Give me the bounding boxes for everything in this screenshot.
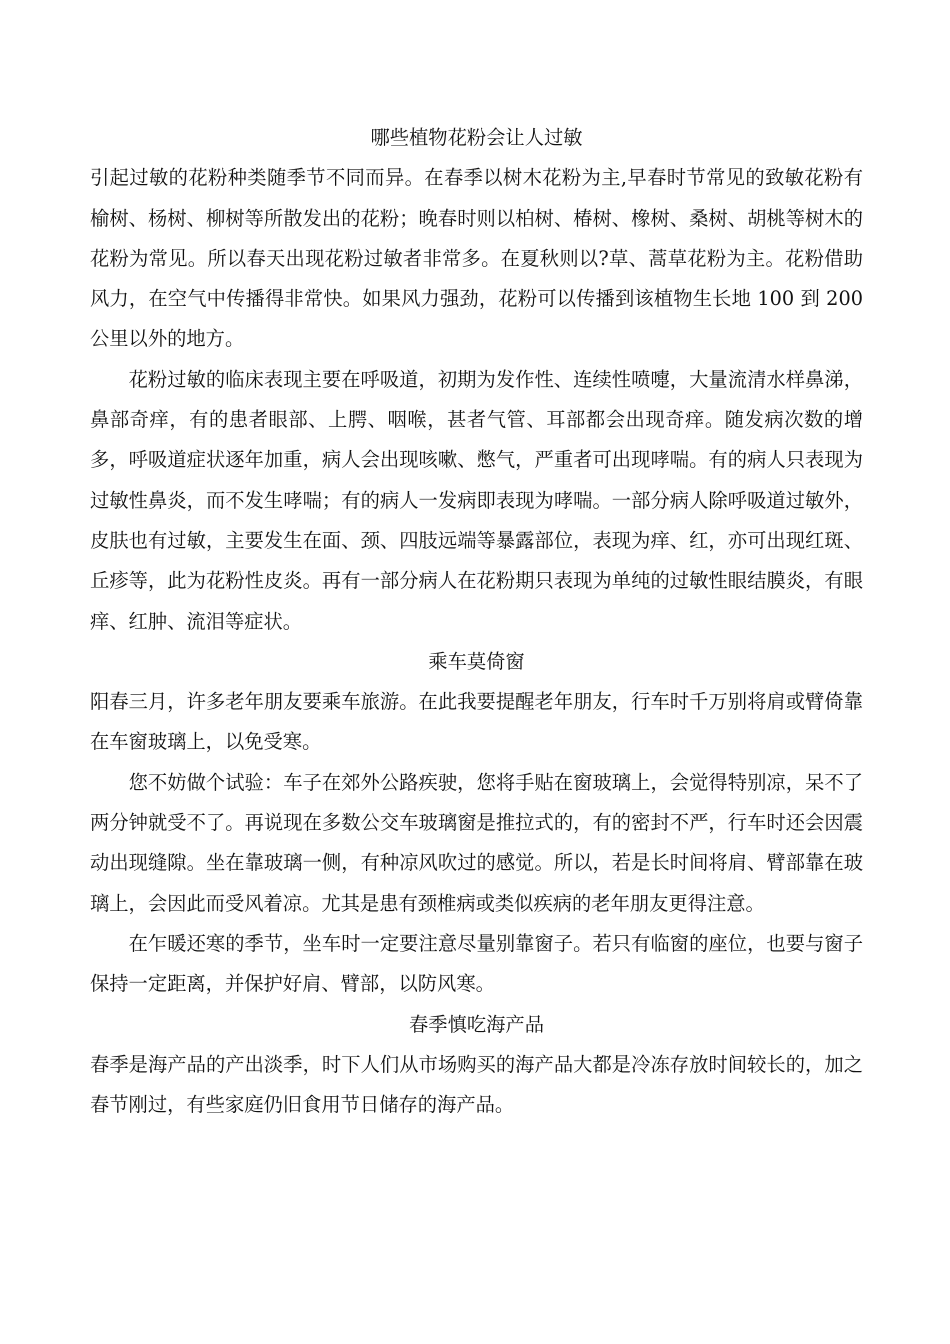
article-title: 乘车莫倚窗	[428, 649, 525, 673]
article-paragraph: 花粉过敏的临床表现主要在呼吸道，初期为发作性、连续性喷嚏，大量流清水样鼻涕，鼻部奇痒，有的患者眼部、上腭、咽喉，甚者气管、耳部都会出现奇痒。随发病次数的增多，呼吸道症状逐年加重，病人会出现咳嗽、憋气，严重者可出现哮喘。有的病人只表现为过敏性鼻炎，而不发生哮喘；有的病人一发病即表现为哮喘。一部分病人除呼吸道过敏外，皮肤也有过敏，主要发生在面、颈、四肢远端等暴露部位，表现为痒、红，亦可出现红斑、丘疹等，此为花粉性皮炎。再有一部分病人在花粉期只表现为单纯的过敏性眼结膜炎，有眼痒、红肿、流泪等症状。	[90, 367, 863, 633]
article-paragraph: 引起过敏的花粉种类随季节不同而异。在春季以树木花粉为主,早春时节常见的致敏花粉有榆树、杨树、柳树等所散发出的花粉；晚春时则以柏树、椿树、橡树、桑树、胡桃等树木的花粉为常见。所以春天出现花粉过敏者非常多。在夏秋则以?草、蒿草花粉为主。花粉借助风力，在空气中传播得非常快。如果风力强劲，花粉可以传播到该植物生长地 100 到 200 公里以外的地方。	[90, 166, 863, 351]
article-paragraph: 春季是海产品的产出淡季，时下人们从市场购买的海产品大都是冷冻存放时间较长的，加之春节刚过，有些家庭仍旧食用节日储存的海产品。	[90, 1052, 863, 1117]
article-paragraph: 您不妨做个试验：车子在郊外公路疾驶，您将手贴在窗玻璃上，会觉得特别凉，呆不了两分钟就受不了。再说现在多数公交车玻璃窗是推拉式的，有的密封不严，行车时还会因震动出现缝隙。坐在靠玻璃一侧，有种凉风吹过的感觉。所以，若是长时间将肩、臂部靠在玻璃上，会因此而受风着凉。尤其是患有颈椎病或类似疾病的老年朋友更得注意。	[90, 770, 863, 915]
article-car-window	[90, 642, 863, 1005]
document-page	[90, 118, 863, 1125]
article-title: 春季慎吃海产品	[409, 1012, 544, 1036]
article-seafood	[90, 1005, 863, 1126]
article-pollen-allergy	[90, 118, 863, 642]
article-title: 哪些植物花粉会让人过敏	[370, 126, 583, 149]
article-paragraph: 阳春三月，许多老年朋友要乘车旅游。在此我要提醒老年朋友，行车时千万别将肩或臂倚靠在车窗玻璃上，以免受寒。	[90, 690, 863, 754]
article-paragraph: 在乍暖还寒的季节，坐车时一定要注意尽量别靠窗子。若只有临窗的座位，也要与窗子保持一定距离，并保护好肩、臂部，以防风寒。	[90, 931, 863, 996]
